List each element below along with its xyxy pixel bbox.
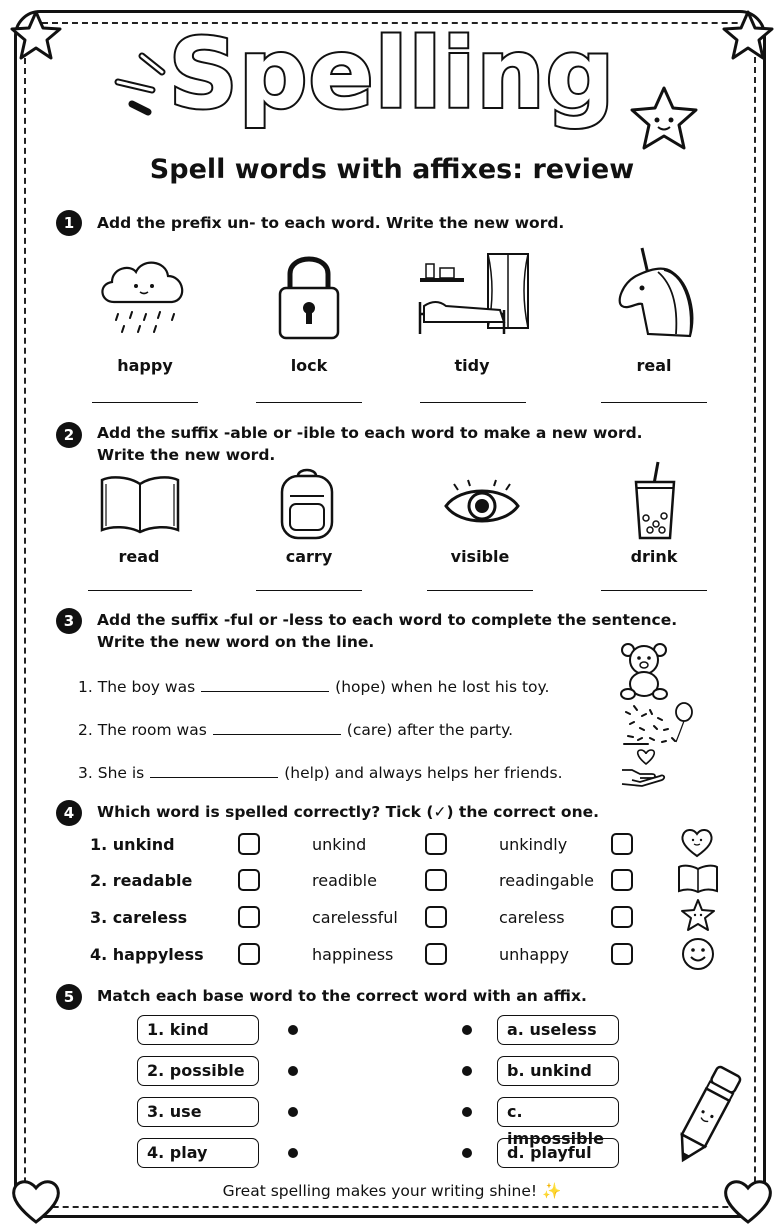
- question-instruction: Add the prefix un- to each word. Write the new word.: [97, 214, 565, 232]
- match-right-box[interactable]: c. impossible: [497, 1097, 619, 1127]
- rain-cloud-icon: [96, 250, 192, 338]
- match-dot[interactable]: [462, 1066, 472, 1076]
- bedroom-icon: [416, 250, 534, 338]
- option-word: happiness: [312, 945, 394, 964]
- heart-hand-icon: [620, 748, 668, 784]
- option-word: careless: [499, 908, 565, 927]
- question-instruction: Write the new word on the line.: [97, 633, 375, 651]
- tick-box[interactable]: [611, 943, 633, 965]
- star-icon: [680, 898, 716, 932]
- question-number: 5: [56, 984, 82, 1010]
- backpack-icon: [274, 466, 340, 544]
- question-instruction: Which word is spelled correctly? Tick (✓) the correct one.: [97, 803, 600, 821]
- option-word: unkindly: [499, 835, 568, 854]
- tick-box[interactable]: [238, 869, 260, 891]
- match-right-box[interactable]: b. unkind: [497, 1056, 619, 1086]
- padlock-icon: [276, 250, 342, 342]
- match-dot[interactable]: [462, 1107, 472, 1117]
- answer-line[interactable]: [256, 590, 362, 591]
- option-word: unhappy: [499, 945, 570, 964]
- option-word: readingable: [499, 871, 595, 890]
- teddy-bear-icon: [616, 640, 672, 700]
- word-label: carry: [285, 547, 333, 566]
- match-right-box[interactable]: d. playful: [497, 1138, 619, 1168]
- page-title: Spelling: [168, 18, 616, 130]
- sentence: [78, 677, 549, 696]
- sentence-start: The boy was: [97, 678, 196, 696]
- answer-blank[interactable]: [150, 763, 278, 778]
- match-left-box[interactable]: 1. kind: [137, 1015, 259, 1045]
- question-number: 1: [56, 210, 82, 236]
- answer-line[interactable]: [256, 402, 362, 403]
- word-label: lock: [290, 356, 328, 375]
- match-left-box[interactable]: 3. use: [137, 1097, 259, 1127]
- party-confetti-icon: [620, 702, 698, 748]
- answer-line[interactable]: [420, 402, 526, 403]
- word-label: happy: [117, 356, 173, 375]
- answer-line[interactable]: [601, 402, 707, 403]
- sentence: [78, 720, 513, 739]
- tick-box[interactable]: [425, 869, 447, 891]
- match-dot[interactable]: [288, 1148, 298, 1158]
- answer-line[interactable]: [601, 590, 707, 591]
- option-word: 4. happyless: [90, 945, 204, 964]
- tick-box[interactable]: [238, 943, 260, 965]
- question-instruction: Write the new word.: [97, 446, 276, 464]
- question-instruction: Add the suffix -able or -ible to each word to make a new word.: [97, 424, 643, 442]
- question-number: 4: [56, 800, 82, 826]
- word-label: drink: [630, 547, 678, 566]
- footer-message: Great spelling makes your writing shine! ✨: [222, 1182, 562, 1200]
- book-icon: [677, 864, 719, 894]
- tick-box[interactable]: [425, 833, 447, 855]
- unicorn-icon: [612, 244, 698, 340]
- sentence-end: (help) and always helps her friends.: [284, 764, 563, 782]
- question-instruction: Match each base word to the correct word with an affix.: [97, 987, 587, 1005]
- open-book-icon: [98, 474, 182, 538]
- word-label: read: [118, 547, 160, 566]
- sentence-end: (care) after the party.: [346, 721, 514, 739]
- smiling-star-icon: [626, 84, 702, 154]
- sentence-number: 2.: [78, 721, 93, 739]
- match-dot[interactable]: [288, 1066, 298, 1076]
- sentence-number: 1.: [78, 678, 93, 696]
- heart-icon: [680, 827, 714, 859]
- match-dot[interactable]: [462, 1025, 472, 1035]
- sentence: [78, 763, 563, 782]
- bubble-tea-icon: [630, 462, 680, 542]
- sentence-end: (hope) when he lost his toy.: [335, 678, 550, 696]
- question-instruction: Add the suffix -ful or -less to each word to complete the sentence.: [97, 611, 678, 629]
- tick-box[interactable]: [611, 906, 633, 928]
- option-word: 1. unkind: [90, 835, 175, 854]
- match-left-box[interactable]: 2. possible: [137, 1056, 259, 1086]
- match-dot[interactable]: [462, 1148, 472, 1158]
- smiley-icon: [681, 937, 715, 971]
- match-dot[interactable]: [288, 1025, 298, 1035]
- tick-box[interactable]: [425, 943, 447, 965]
- eye-icon: [444, 482, 520, 530]
- tick-box[interactable]: [238, 906, 260, 928]
- answer-blank[interactable]: [213, 720, 341, 735]
- word-label: visible: [450, 547, 510, 566]
- sentence-number: 3.: [78, 764, 93, 782]
- answer-line[interactable]: [427, 590, 533, 591]
- heart-corner-icon: [720, 1172, 776, 1228]
- answer-line[interactable]: [92, 402, 198, 403]
- option-word: carelessful: [312, 908, 398, 927]
- question-number: 2: [56, 422, 82, 448]
- match-dot[interactable]: [288, 1107, 298, 1117]
- heart-corner-icon: [8, 1172, 64, 1228]
- match-right-box[interactable]: a. useless: [497, 1015, 619, 1045]
- option-word: 3. careless: [90, 908, 188, 927]
- option-word: 2. readable: [90, 871, 193, 890]
- sentence-start: She is: [97, 764, 145, 782]
- tick-box[interactable]: [611, 833, 633, 855]
- answer-blank[interactable]: [201, 677, 329, 692]
- answer-line[interactable]: [88, 590, 192, 591]
- option-word: unkind: [312, 835, 367, 854]
- question-number: 3: [56, 608, 82, 634]
- word-label: tidy: [454, 356, 490, 375]
- match-left-box[interactable]: 4. play: [137, 1138, 259, 1168]
- tick-box[interactable]: [425, 906, 447, 928]
- pencil-icon: [672, 1060, 742, 1170]
- page-subtitle: Spell words with affixes: review: [149, 154, 635, 185]
- tick-box[interactable]: [238, 833, 260, 855]
- option-word: readible: [312, 871, 377, 890]
- tick-box[interactable]: [611, 869, 633, 891]
- word-label: real: [636, 356, 672, 375]
- sentence-start: The room was: [97, 721, 207, 739]
